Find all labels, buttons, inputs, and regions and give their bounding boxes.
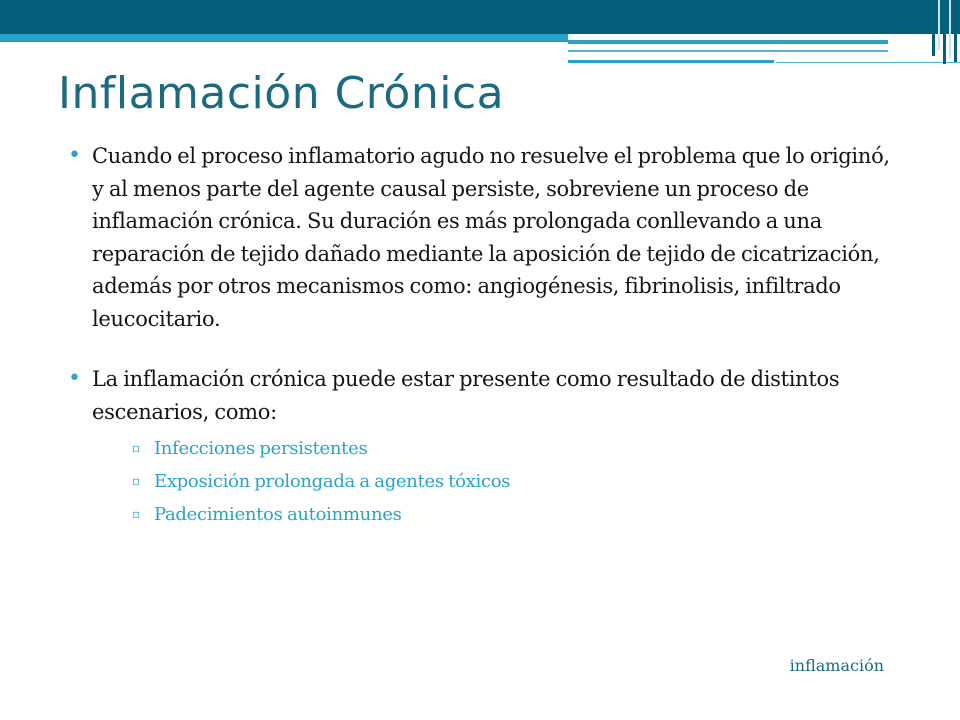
header-vline-5 xyxy=(954,0,957,62)
footer-label: inflamación xyxy=(789,656,884,675)
square-bullet-icon: ▫ xyxy=(132,474,140,488)
sub-bullet-text: Infecciones persistentes xyxy=(154,438,368,459)
header-vline-3 xyxy=(943,0,946,64)
square-bullet-icon: ▫ xyxy=(132,507,140,521)
header-right-strip xyxy=(568,50,888,52)
header-vline-1 xyxy=(932,0,935,56)
bullet-dot-icon: • xyxy=(68,366,81,391)
bullet-item xyxy=(62,140,902,335)
sub-bullet-item xyxy=(92,498,902,531)
header-right-strip-2 xyxy=(568,60,774,63)
sub-bullet-list xyxy=(92,432,902,531)
sub-bullet-text: Padecimientos autoinmunes xyxy=(154,504,402,525)
sub-bullet-text: Exposición prolongada a agentes tóxicos xyxy=(154,471,511,492)
header-band xyxy=(0,0,960,72)
header-right-line xyxy=(776,62,960,63)
header-light-bar xyxy=(0,34,568,42)
slide-content xyxy=(62,140,902,531)
header-dark-bar xyxy=(0,0,960,34)
bullet-text: Cuando el proceso inflamatorio agudo no resuelve el problema que lo originó, y al menos parte del agente causal persiste, sobreviene un proceso de inflamación crónica. Su duración es más prolongada conllevando a una reparación de tejido dañado mediante la aposición de tejido de cicatrización, además por otros mecanismos como: angiogénesis, fibrinolisis, infiltrado leucocitario. xyxy=(92,144,890,331)
sub-bullet-item xyxy=(92,465,902,498)
header-vline-2 xyxy=(938,0,940,50)
bullet-text: La inflamación crónica puede estar presente como resultado de distintos escenarios, como: xyxy=(92,367,840,424)
square-bullet-icon: ▫ xyxy=(132,441,140,455)
sub-bullet-item xyxy=(92,432,902,465)
bullet-dot-icon: • xyxy=(68,143,81,168)
bullet-item xyxy=(62,363,902,531)
header-vline-4 xyxy=(949,0,951,58)
slide-title: Inflamación Crónica xyxy=(58,68,505,119)
header-light-strip xyxy=(568,40,888,44)
